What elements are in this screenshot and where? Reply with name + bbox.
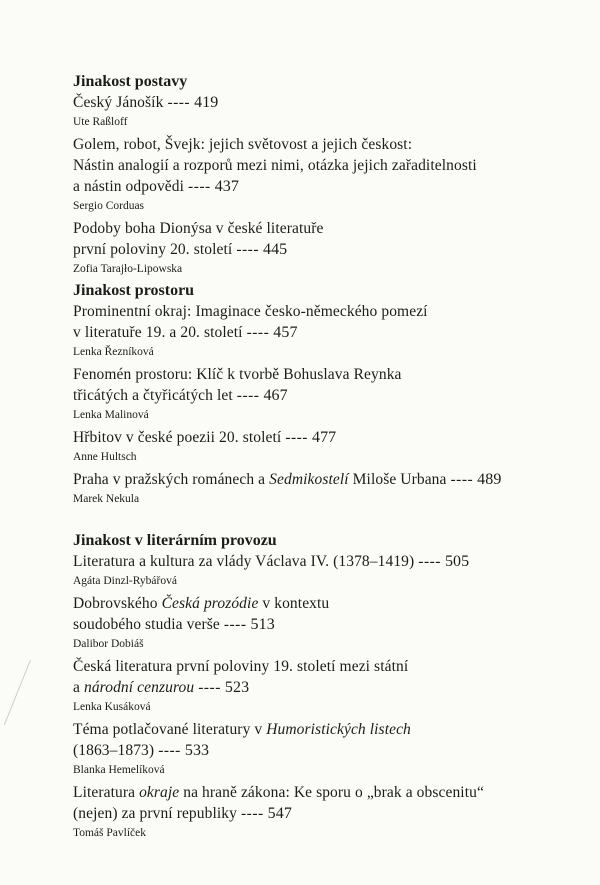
title-text: Fenomén prostoru: Klíč k tvorbě Bohuslava Reynka bbox=[73, 366, 402, 383]
entry-title-line bbox=[73, 803, 583, 824]
toc-entry bbox=[73, 719, 583, 779]
leader-dashes: ---- bbox=[198, 679, 221, 696]
section-heading: Jinakost prostoru bbox=[73, 282, 195, 299]
leader-dashes: ---- bbox=[236, 241, 259, 258]
page-number: 523 bbox=[224, 679, 250, 696]
leader-dashes: ---- bbox=[188, 178, 211, 195]
toc-entry bbox=[73, 782, 583, 842]
page-number: 547 bbox=[267, 805, 292, 822]
toc-entry bbox=[73, 656, 583, 716]
entry-author: Tomáš Pavlíček bbox=[73, 827, 146, 839]
entry-title-line bbox=[73, 782, 583, 803]
title-text: Praha v pražských románech a bbox=[73, 471, 270, 488]
entry-title-line bbox=[73, 427, 583, 448]
entry-title-line bbox=[73, 218, 583, 239]
title-text: Miloše Urbana bbox=[348, 471, 447, 488]
title-text: a bbox=[73, 679, 84, 696]
section-heading: Jinakost v literárním provozu bbox=[73, 532, 277, 549]
entry-title-line bbox=[73, 551, 583, 572]
toc-entry bbox=[73, 218, 583, 278]
toc-section bbox=[73, 72, 583, 278]
title-text: soudobého studia verše bbox=[73, 616, 220, 633]
italic-title-text: národní cenzurou bbox=[83, 679, 195, 696]
entry-title-line bbox=[73, 364, 583, 385]
entry-title-line bbox=[73, 677, 583, 698]
title-text: první poloviny 20. století bbox=[73, 241, 233, 258]
italic-title-text: okraje bbox=[139, 784, 180, 801]
entry-title-line bbox=[73, 469, 583, 490]
title-text: Téma potlačované literatury v bbox=[73, 721, 267, 738]
entry-title-line bbox=[73, 301, 583, 322]
entry-title-line bbox=[73, 719, 583, 740]
page-number: 505 bbox=[444, 553, 470, 570]
entry-author: Dalibor Dobiáš bbox=[73, 638, 144, 650]
title-text: Česká literatura první poloviny 19. století mezi státní bbox=[73, 658, 409, 675]
leader-dashes: ---- bbox=[167, 94, 191, 111]
entry-author: Ute Raßloff bbox=[73, 116, 128, 128]
title-text: Český Jánošík bbox=[73, 94, 164, 111]
italic-title-text: Česká prozódie bbox=[161, 595, 259, 612]
page-number: 513 bbox=[250, 616, 275, 633]
page-number: 467 bbox=[263, 387, 288, 404]
leader-dashes: ---- bbox=[418, 553, 441, 570]
entry-title-line bbox=[73, 614, 583, 635]
entry-author: Lenka Malinová bbox=[73, 409, 149, 421]
leader-dashes: ---- bbox=[285, 429, 308, 446]
title-text: Hřbitov v české poezii 20. století bbox=[73, 429, 282, 446]
entry-title-line bbox=[73, 239, 583, 260]
entry-title-line bbox=[73, 593, 583, 614]
leader-dashes: ---- bbox=[158, 742, 181, 759]
toc-entry bbox=[73, 134, 583, 215]
title-text: Dobrovského bbox=[73, 595, 162, 612]
entry-title-line bbox=[73, 385, 583, 406]
title-text: Literatura a kultura za vlády Václava IV. (1378–1419) bbox=[73, 553, 415, 570]
entry-title-line bbox=[73, 176, 583, 197]
title-text: (1863–1873) bbox=[73, 742, 155, 759]
page-number: 445 bbox=[262, 241, 288, 258]
entry-author: Sergio Corduas bbox=[73, 200, 145, 212]
entry-author: Zofia Tarajło-Lipowska bbox=[73, 263, 183, 275]
entry-author: Anne Hultsch bbox=[73, 451, 137, 463]
pencil-mark bbox=[4, 660, 31, 725]
italic-title-text: Sedmikostelí bbox=[269, 471, 349, 488]
toc-section bbox=[73, 531, 583, 842]
title-text: a nástin odpovědi bbox=[73, 178, 185, 195]
toc-entry bbox=[73, 469, 583, 508]
leader-dashes: ---- bbox=[241, 805, 264, 822]
page-number: 477 bbox=[311, 429, 337, 446]
toc-entry bbox=[73, 427, 583, 466]
entry-title-line bbox=[73, 322, 583, 343]
toc-entry bbox=[73, 364, 583, 424]
title-text: v kontextu bbox=[258, 595, 330, 612]
leader-dashes: ---- bbox=[246, 324, 270, 341]
page-number: 489 bbox=[477, 471, 502, 488]
toc-entry bbox=[73, 301, 583, 361]
entry-title-line bbox=[73, 92, 583, 113]
title-text: Prominentní okraj: Imaginace česko-německého pomezí bbox=[73, 303, 428, 320]
page-number: 419 bbox=[194, 94, 219, 111]
leader-dashes: ---- bbox=[236, 387, 260, 404]
italic-title-text: Humoristických listech bbox=[266, 721, 411, 738]
entry-author: Blanka Hemelíková bbox=[73, 764, 165, 776]
page-number: 533 bbox=[184, 742, 210, 759]
entry-title-line bbox=[73, 656, 583, 677]
title-text: Nástin analogií a rozporů mezi nimi, otázka jejich zařaditelnosti bbox=[73, 157, 477, 174]
page-number: 457 bbox=[273, 324, 298, 341]
entry-title-line bbox=[73, 740, 583, 761]
leader-dashes: ---- bbox=[223, 616, 247, 633]
leader-dashes: ---- bbox=[450, 471, 474, 488]
title-text: Literatura bbox=[73, 784, 140, 801]
entry-title-line bbox=[73, 134, 583, 155]
title-text: v literatuře 19. a 20. století bbox=[73, 324, 243, 341]
toc-entry bbox=[73, 92, 583, 131]
title-text: Golem, robot, Švejk: jejich světovost a jejich českost: bbox=[73, 136, 413, 153]
entry-author: Marek Nekula bbox=[73, 493, 140, 505]
title-text: na hraně zákona: Ke sporu o „brak a obscenitu“ bbox=[179, 784, 484, 801]
table-of-contents bbox=[73, 72, 583, 845]
page-number: 437 bbox=[214, 178, 240, 195]
title-text: Podoby boha Dionýsa v české literatuře bbox=[73, 220, 324, 237]
entry-title-line bbox=[73, 155, 583, 176]
title-text: třicátých a čtyřicátých let bbox=[73, 387, 233, 404]
toc-entry bbox=[73, 551, 583, 590]
toc-entry bbox=[73, 593, 583, 653]
title-text: (nejen) za první republiky bbox=[73, 805, 237, 822]
entry-author: Agáta Dinzl-Rybářová bbox=[73, 575, 177, 587]
section-heading: Jinakost postavy bbox=[73, 73, 188, 90]
toc-section bbox=[73, 281, 583, 508]
entry-author: Lenka Řezníková bbox=[73, 346, 154, 358]
entry-author: Lenka Kusáková bbox=[73, 701, 151, 713]
